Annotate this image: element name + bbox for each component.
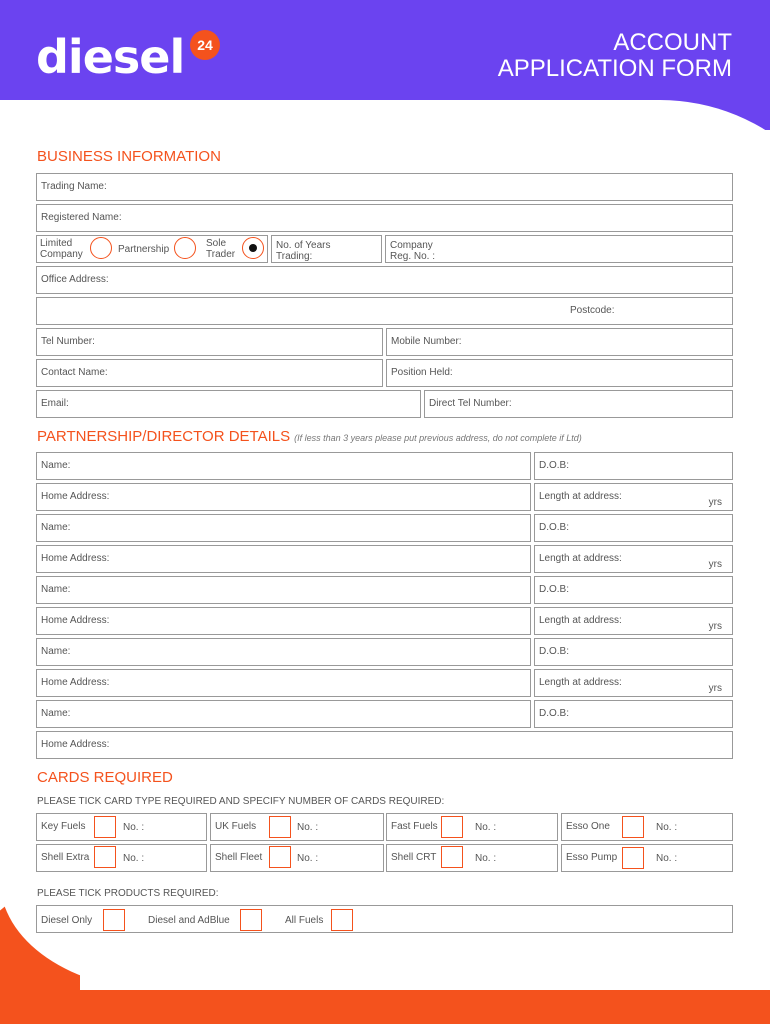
email-field[interactable]: Email: — [36, 390, 421, 418]
card-shell-extra: Shell Extra No. : — [36, 844, 207, 872]
diesel-adblue-checkbox[interactable] — [240, 909, 262, 931]
diesel-only-label: Diesel Only — [41, 915, 93, 926]
company-reg-field[interactable]: Company Reg. No. : — [385, 235, 733, 263]
card-uk-fuels: UK Fuels No. : — [210, 813, 384, 841]
business-section-title: BUSINESS INFORMATION — [37, 148, 221, 165]
card-fast-fuels: Fast Fuels No. : — [386, 813, 558, 841]
director-2-address-field[interactable]: Home Address: — [36, 545, 531, 573]
directors-section-title: PARTNERSHIP/DIRECTOR DETAILS (If less than 3 years please put previous address, do not complete if Ltd) — [37, 428, 582, 445]
esso-pump-checkbox[interactable] — [622, 847, 644, 869]
diesel-adblue-label: Diesel and AdBlue — [148, 915, 230, 926]
mobile-number-field[interactable]: Mobile Number: — [386, 328, 733, 356]
products-row — [36, 905, 733, 933]
esso-one-checkbox[interactable] — [622, 816, 644, 838]
card-shell-fleet: Shell Fleet No. : — [210, 844, 384, 872]
uk-fuels-checkbox[interactable] — [269, 816, 291, 838]
director-1-dob-field[interactable]: D.O.B: — [534, 452, 733, 480]
sole-trader-label: Sole Trader — [206, 238, 236, 260]
shell-extra-checkbox[interactable] — [94, 846, 116, 868]
contact-name-field[interactable]: Contact Name: — [36, 359, 383, 387]
director-1-name-field[interactable]: Name: — [36, 452, 531, 480]
fast-fuels-checkbox[interactable] — [441, 816, 463, 838]
director-1-address-field[interactable]: Home Address: — [36, 483, 531, 511]
tel-number-field[interactable]: Tel Number: — [36, 328, 383, 356]
footer-wave — [0, 990, 770, 1024]
cards-instruction: PLEASE TICK CARD TYPE REQUIRED AND SPECIFY NUMBER OF CARDS REQUIRED: — [37, 796, 445, 807]
shell-crt-checkbox[interactable] — [441, 846, 463, 868]
director-5-address-field[interactable]: Home Address: — [36, 731, 733, 759]
position-held-field[interactable]: Position Held: — [386, 359, 733, 387]
all-fuels-label: All Fuels — [285, 915, 324, 926]
cards-section-title: CARDS REQUIRED — [37, 769, 173, 786]
years-trading-field[interactable]: No. of Years Trading: — [271, 235, 382, 263]
director-3-length-field[interactable]: Length at address: yrs — [534, 607, 733, 635]
limited-company-label: Limited Company — [40, 238, 83, 260]
director-4-dob-field[interactable]: D.O.B: — [534, 638, 733, 666]
postcode-label: Postcode: — [570, 305, 615, 316]
shell-fleet-checkbox[interactable] — [269, 846, 291, 868]
director-4-name-field[interactable]: Name: — [36, 638, 531, 666]
limited-company-radio[interactable] — [90, 237, 112, 259]
director-5-name-field[interactable]: Name: — [36, 700, 531, 728]
director-3-dob-field[interactable]: D.O.B: — [534, 576, 733, 604]
director-2-length-field[interactable]: Length at address: yrs — [534, 545, 733, 573]
sole-trader-radio[interactable] — [242, 237, 264, 259]
products-instruction: PLEASE TICK PRODUCTS REQUIRED: — [37, 888, 219, 899]
card-esso-pump: Esso Pump No. : — [561, 844, 733, 872]
key-fuels-checkbox[interactable] — [94, 816, 116, 838]
card-esso-one: Esso One No. : — [561, 813, 733, 841]
direct-tel-field[interactable]: Direct Tel Number: — [424, 390, 733, 418]
director-3-address-field[interactable]: Home Address: — [36, 607, 531, 635]
card-key-fuels: Key Fuels No. : — [36, 813, 207, 841]
form-title: ACCOUNT APPLICATION FORM — [497, 29, 732, 82]
director-3-name-field[interactable]: Name: — [36, 576, 531, 604]
all-fuels-checkbox[interactable] — [331, 909, 353, 931]
card-shell-crt: Shell CRT No. : — [386, 844, 558, 872]
director-1-length-field[interactable]: Length at address: yrs — [534, 483, 733, 511]
director-4-length-field[interactable]: Length at address: yrs — [534, 669, 733, 697]
logo-badge: 24 — [190, 30, 220, 60]
director-2-name-field[interactable]: Name: — [36, 514, 531, 542]
office-address-postcode-row[interactable] — [36, 297, 733, 325]
directors-note: (If less than 3 years please put previous address, do not complete if Ltd) — [294, 433, 582, 443]
office-address-field[interactable]: Office Address: — [36, 266, 733, 294]
director-5-dob-field[interactable]: D.O.B: — [534, 700, 733, 728]
director-4-address-field[interactable]: Home Address: — [36, 669, 531, 697]
partnership-radio[interactable] — [174, 237, 196, 259]
partnership-label: Partnership — [118, 244, 170, 255]
trading-name-field[interactable]: Trading Name: — [36, 173, 733, 201]
director-2-dob-field[interactable]: D.O.B: — [534, 514, 733, 542]
diesel-only-checkbox[interactable] — [103, 909, 125, 931]
registered-name-field[interactable]: Registered Name: — [36, 204, 733, 232]
diesel24-logo: diesel — [36, 30, 185, 84]
